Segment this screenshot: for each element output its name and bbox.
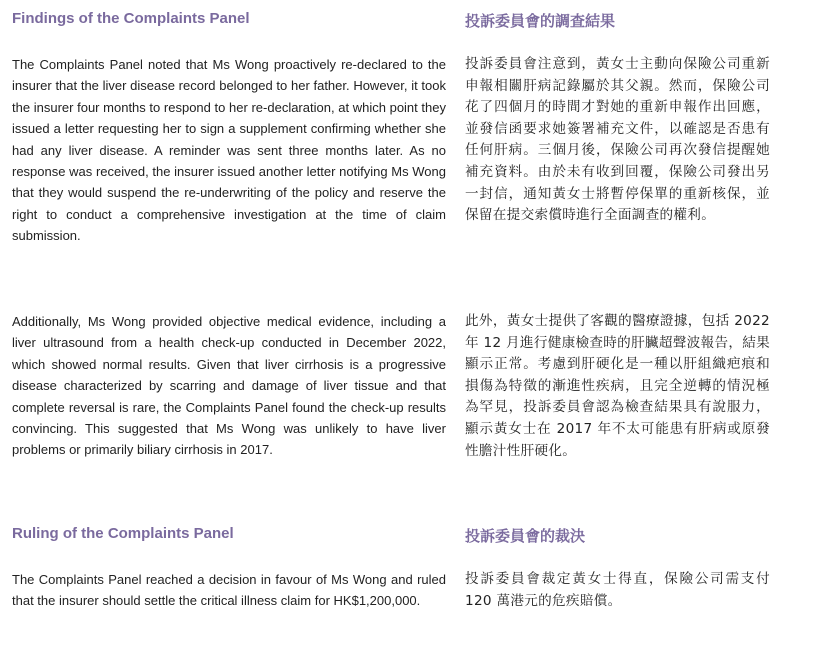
ruling-heading-en: Ruling of the Complaints Panel	[12, 525, 234, 542]
findings-paragraph-1-zh: 投訴委員會注意到，黃女士主動向保險公司重新申報相關肝病記錄屬於其父親。然而，保險公司花了四個月的時間才對她的重新申報作出回應，並發信函要求她簽署補充文件，以確認是否患有任何肝病。三個月後，保險公司再次發信提醒她補充資料。由於未有收到回覆，保險公司發出另一封信，通知黃女士將暫停保單的重新核保，並保留在提交索償時進行全面調查的權利。	[465, 56, 770, 224]
ruling-heading-zh: 投訴委員會的裁決	[465, 527, 586, 545]
findings-paragraph-2-zh: 此外，黃女士提供了客觀的醫療證據，包括 2022 年 12 月進行健康檢查時的肝臟超聲波報告，結果顯示正常。考慮到肝硬化是一種以肝組織疤痕和損傷為特徵的漸進性疾病，且完全逆轉的情況極為罕見，投訴委員會認為檢查結果具有說服力，顯示黃女士在 2017 年不太可能患有肝病或原發性膽汁性肝硬化。	[465, 313, 771, 459]
ruling-paragraph-zh: 投訴委員會裁定黃女士得直，保險公司需支付 120 萬港元的危疾賠償。	[465, 571, 770, 609]
ruling-paragraph-en: The Complaints Panel reached a decision in favour of Ms Wong and ruled that the insurer should settle the critical illness claim for HK$1,200,000.	[12, 572, 446, 609]
findings-paragraph-2-en: Additionally, Ms Wong provided objective medical evidence, including a liver ultrasound from a health check-up conducted in December 2022, which showed normal results. Given that liver cirrhosis is a progressive disease characterized by scarring and damage of liver tissue and that complete reversal is rare, the Complaints Panel found the check-up results convincing. This suggested that Ms Wong was unlikely to have liver problems or primarily biliary cirrhosis in 2017.	[12, 314, 446, 458]
findings-paragraph-1-en: The Complaints Panel noted that Ms Wong proactively re-declared to the insurer that the liver disease record belonged to her father. However, it took the insurer four months to respond to her re-declaration, at which point they issued a letter requesting her to sign a supplement confirming whether she had any liver disease. A reminder was sent three months later. As no response was received, the insurer issued another letter notifying Ms Wong that they would suspend the re-underwriting of the policy and reserve the right to conduct a comprehensive investigation at the time of claim submission.	[12, 57, 446, 244]
findings-heading-en: Findings of the Complaints Panel	[12, 10, 250, 27]
findings-heading-zh: 投訴委員會的調查結果	[465, 12, 616, 30]
